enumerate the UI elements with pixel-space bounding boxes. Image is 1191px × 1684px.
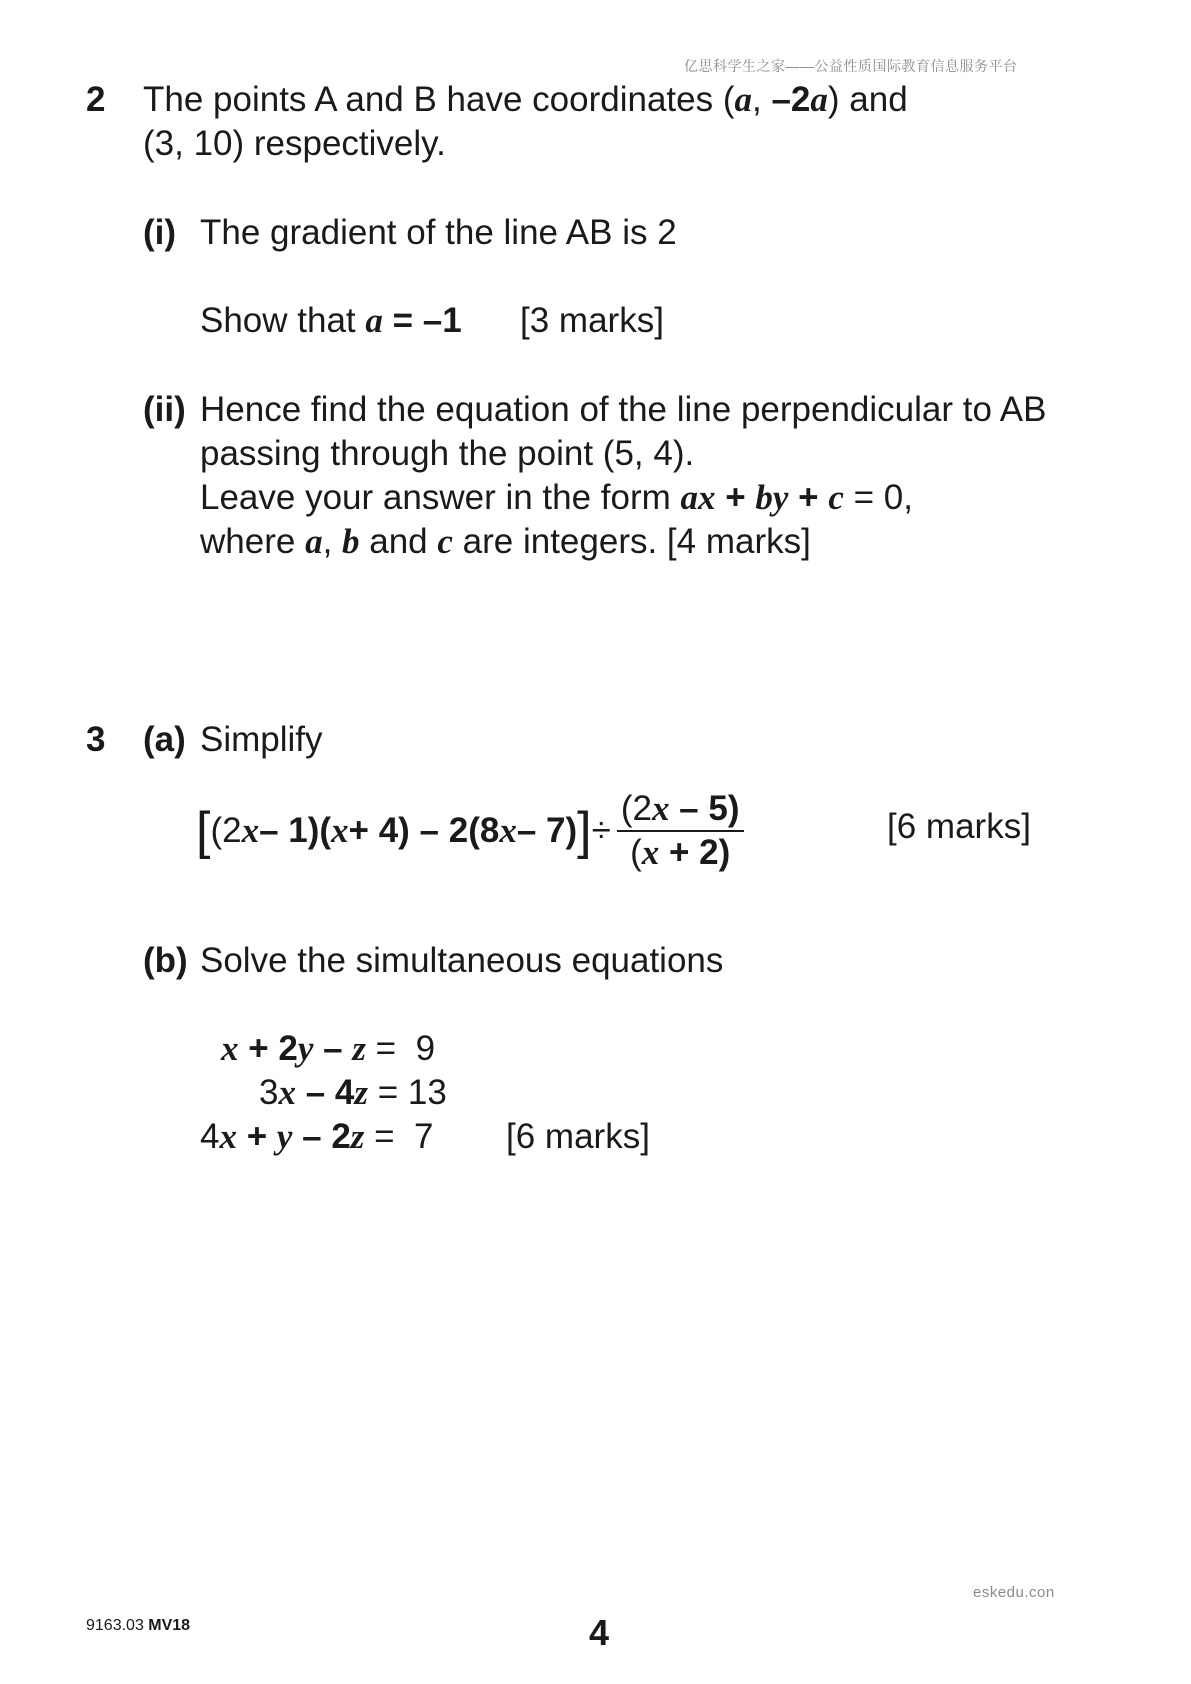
equation-2: 3x – 4z = 13: [259, 1073, 447, 1112]
q2-intro-line1: [143, 78, 908, 122]
q3-part-b-marks: [6 marks]: [506, 1117, 650, 1156]
eq-zero: = 0,: [843, 478, 913, 517]
paper-code: [86, 1617, 190, 1635]
watermark-bottom: eskedu.con: [973, 1584, 1055, 1601]
q2-part-ii-line3: [200, 476, 913, 520]
q3-part-a-marks: [6 marks]: [887, 807, 1031, 846]
plus-sign: +: [715, 478, 756, 517]
leave-answer-text: Leave your answer in the form: [200, 478, 681, 517]
q2-part-i-label: (i): [143, 213, 177, 252]
var-a: a: [365, 301, 383, 340]
var-x: x: [331, 811, 349, 850]
q2-part-ii-line2: passing through the point (5, 4).: [200, 434, 695, 473]
close-bracket: ]: [577, 802, 592, 860]
var-a: a: [734, 80, 752, 119]
var-a: a: [305, 522, 323, 561]
open-bracket: [: [196, 802, 211, 860]
q3-part-b-label: (b): [143, 941, 188, 980]
fraction-denominator: (x + 2): [630, 833, 731, 872]
q3-part-b-text: Solve the simultaneous equations: [200, 941, 724, 980]
equation-1: x + 2y – z = 9: [221, 1029, 436, 1068]
show-that-eq: = –1: [382, 301, 462, 340]
fraction-numerator: (2x – 5): [617, 790, 744, 832]
integers-marks: are integers. [4 marks]: [452, 522, 811, 561]
page-number: 4: [589, 1612, 610, 1653]
expr-part: + 4) – 2(8: [348, 811, 500, 850]
expr-part: (2: [210, 811, 242, 850]
q2-intro-end: ) and: [827, 80, 908, 119]
and-word: and: [359, 522, 438, 561]
equation-3: 4x + y – 2z = 7: [200, 1117, 434, 1156]
expr-part: – 7): [516, 811, 578, 850]
divide-sign: ÷: [591, 811, 611, 850]
fraction: [617, 790, 744, 872]
q2-sep: ,: [752, 80, 772, 119]
var-b: b: [342, 522, 360, 561]
q2-part-i-marks: [3 marks]: [520, 301, 664, 340]
paper-code-number: 9163.03: [86, 1617, 149, 1634]
form-c: c: [828, 478, 844, 517]
q2-part-i-text: The gradient of the line AB is 2: [200, 213, 677, 252]
plus-sign: +: [788, 478, 829, 517]
comma: ,: [322, 522, 343, 561]
q2-intro-line2: (3, 10) respectively.: [143, 124, 446, 163]
form-ax: ax: [680, 478, 716, 517]
q2-neg2: –2: [771, 80, 811, 119]
var-x: x: [241, 811, 260, 850]
q2-show-that: [200, 299, 462, 343]
paper-code-series: MV18: [148, 1617, 191, 1634]
var-a: a: [810, 80, 828, 119]
q3-part-a-label: (a): [143, 720, 186, 759]
var-x: x: [499, 811, 517, 850]
q2-part-ii-line4: [200, 520, 811, 564]
q2-part-ii-line1: Hence find the equation of the line perpendicular to AB: [200, 390, 1047, 429]
watermark-top: 亿思科学生之家——公益性质国际教育信息服务平台: [684, 58, 1018, 74]
var-c: c: [437, 522, 453, 561]
question-number-2: 2: [86, 80, 106, 119]
expr-part: – 1)(: [259, 811, 332, 850]
simplify-expression: [196, 786, 744, 876]
q2-intro-text: The points A and B have coordinates (: [143, 80, 735, 119]
question-number-3: 3: [86, 720, 106, 759]
where-text: where: [200, 522, 306, 561]
form-by: by: [755, 478, 789, 517]
show-that-text: Show that: [200, 301, 366, 340]
q3-part-a-text: Simplify: [200, 720, 323, 759]
q2-part-ii-label: (ii): [143, 390, 186, 429]
